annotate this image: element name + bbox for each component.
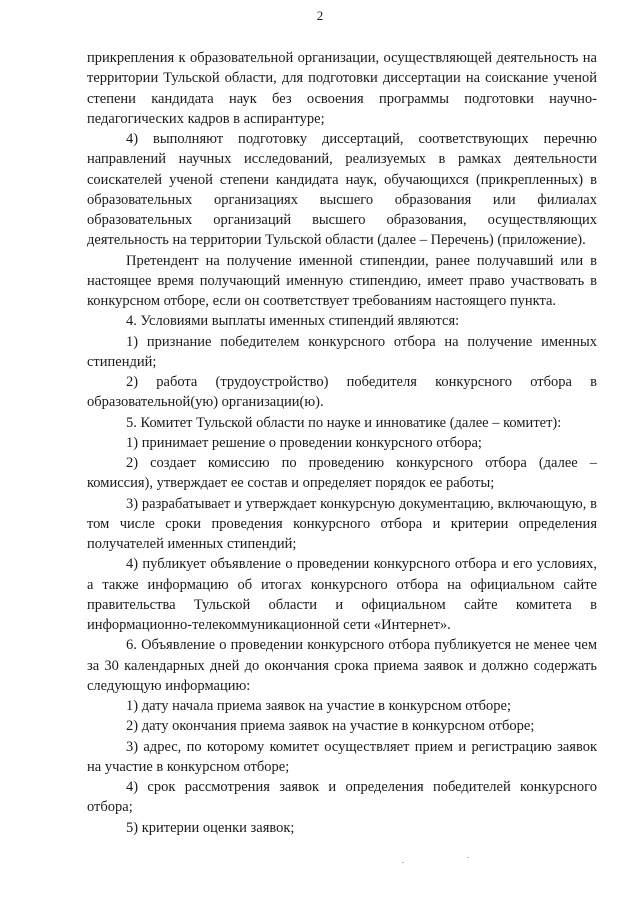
scan-speck bbox=[467, 857, 469, 858]
paragraph-section-6-item-2: 2) дату окончания приема заявок на участие в конкурсном отборе; bbox=[126, 718, 535, 735]
document-body bbox=[87, 48, 597, 838]
page-number: 2 bbox=[316, 8, 324, 23]
paragraph-section-4-heading: 4. Условиями выплаты именных стипендий являются: bbox=[126, 313, 460, 330]
paragraph-continuation: прикрепления к образовательной организации, осуществляющей деятельность на территории Тульской области, для подготовки диссертации на соискание ученой степени кандидата наук без освоения программы подготовки научно-педагогических кадров в аспирантуре; bbox=[87, 50, 597, 127]
paragraph-section-5-heading: 5. Комитет Тульской области по науке и инноватике (далее – комитет): bbox=[126, 414, 562, 431]
paragraph-section-4-item-1: 1) признание победителем конкурсного отбора на получение именных стипендий; bbox=[87, 333, 597, 370]
paragraph-section-6-item-3: 3) адрес, по которому комитет осуществляет прием и регистрацию заявок на участие в конкурсном отборе; bbox=[87, 738, 597, 775]
paragraph-section-6-heading: 6. Объявление о проведении конкурсного отбора публикуется не менее чем за 30 календарных дней до окончания срока приема заявок и должно содержать следующую информацию: bbox=[87, 637, 597, 694]
paragraph-section-6-item-5: 5) критерии оценки заявок; bbox=[126, 819, 295, 836]
paragraph-section-6-item-1: 1) дату начала приема заявок на участие в конкурсном отборе; bbox=[126, 698, 512, 714]
paragraph-item-4-dissertation: 4) выполняют подготовку диссертаций, соответствующих перечню направлений научных исследований, реализуемых в рамках деятельности соискателей ученой степени кандидата наук, обучающихся (прикрепленных) в образовательных организациях высшего образования или филиалах образовательных организаций высшего образования, осуществляющих деятельность на территории Тульской области (далее – Перечень) (приложение). bbox=[87, 131, 597, 249]
paragraph-section-5-item-3: 3) разрабатывает и утверждает конкурсную документацию, включающую, в том числе сроки проведения конкурсного отбора и критерии определения получателей именных стипендий; bbox=[87, 495, 597, 552]
paragraph-section-6-item-4: 4) срок рассмотрения заявок и определения победителей конкурсного отбора; bbox=[87, 779, 597, 816]
paragraph-section-5-item-4: 4) публикует объявление о проведении конкурсного отбора и его условиях, а также информацию об итогах конкурсного отбора на официальном сайте правительства Тульской области и официальном сайте комитета в информационно-телекоммуникационной сети «Интернет». bbox=[87, 556, 597, 633]
paragraph-applicant-eligibility: Претендент на получение именной стипендии, ранее получавший или в настоящее время получающий именную стипендию, имеет право участвовать в конкурсном отборе, если он соответствует требованиям настоящего пункта. bbox=[87, 252, 597, 309]
paragraph-section-5-item-1: 1) принимает решение о проведении конкурсного отбора; bbox=[126, 434, 482, 451]
scan-speck bbox=[402, 862, 404, 863]
paragraph-section-4-item-2: 2) работа (трудоустройство) победителя конкурсного отбора в образовательной(ую) организации(ю). bbox=[87, 374, 597, 411]
paragraph-section-5-item-2: 2) создает комиссию по проведению конкурсного отбора (далее – комиссия), утверждает ее состав и определяет порядок ее работы; bbox=[87, 455, 597, 492]
